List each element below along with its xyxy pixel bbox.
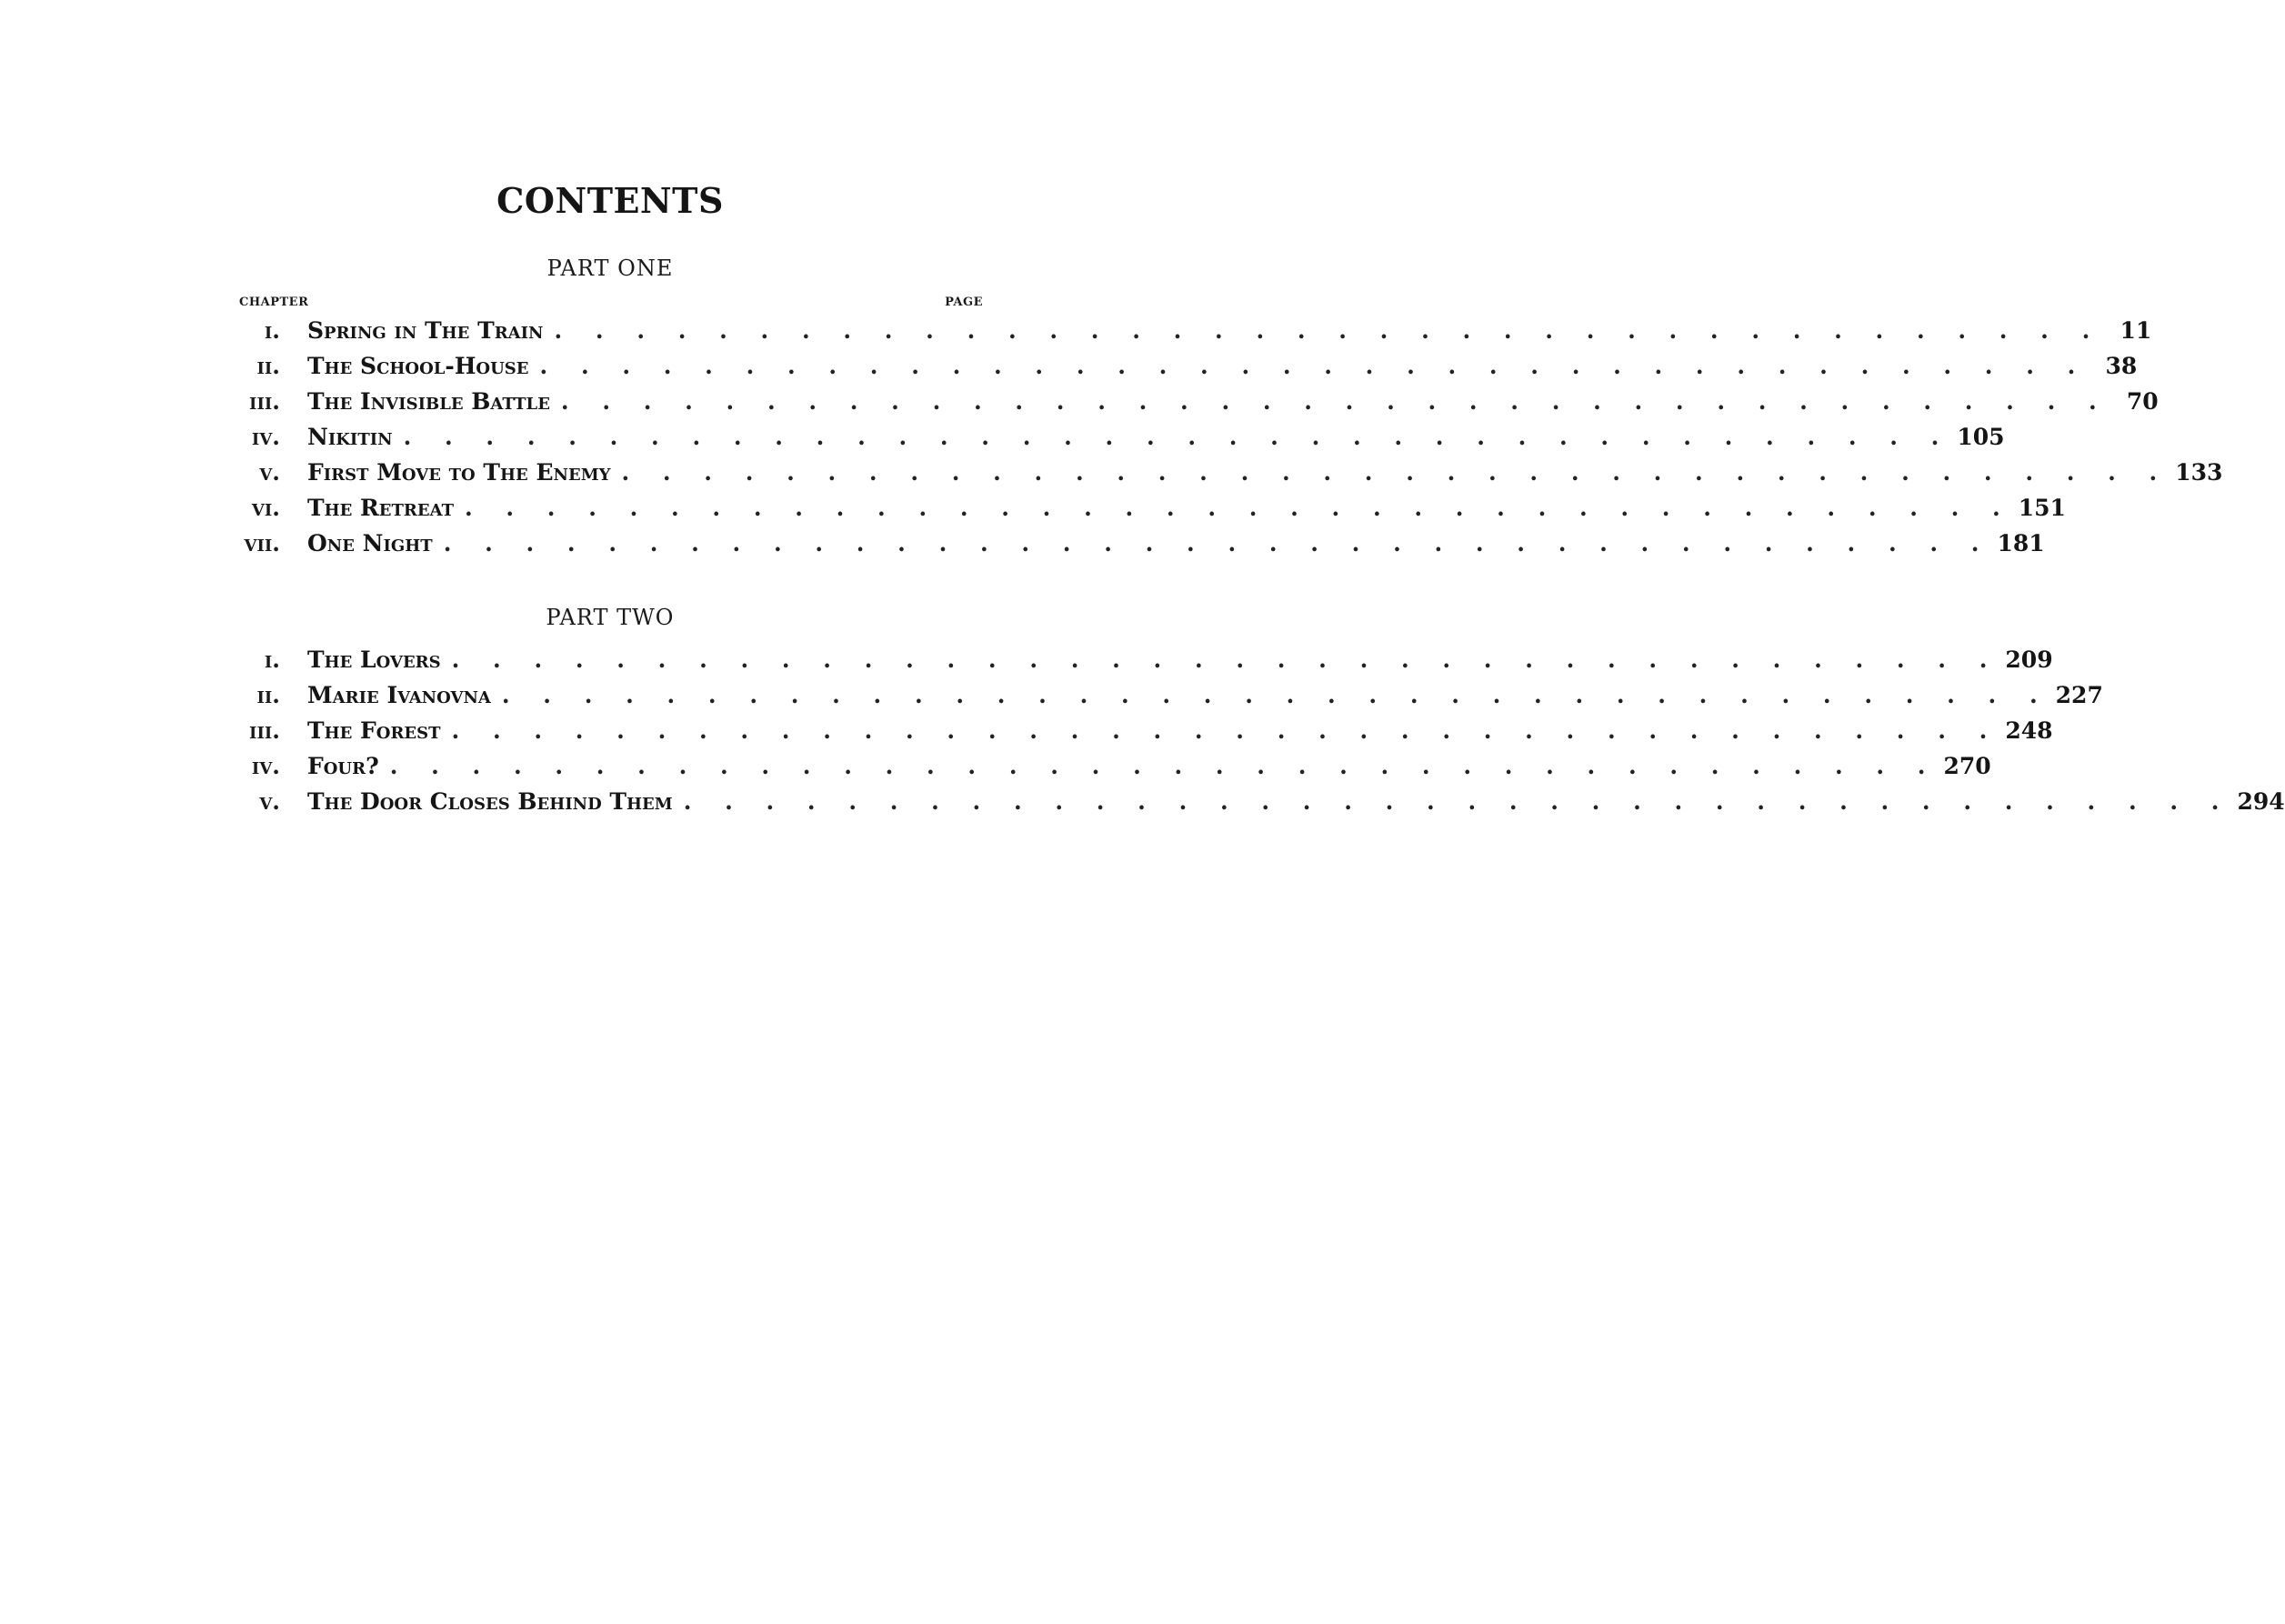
dot-leader: . . . . . . . . . . . . . . . . . . . . . . . . . . . . . . . . . . . . . . (443, 530, 1992, 556)
page-title: CONTENTS (496, 180, 724, 221)
chapter-numeral: iv. (251, 424, 280, 450)
toc-entry[interactable] (227, 495, 2066, 530)
chapter-numeral: iii. (249, 717, 280, 744)
chapter-numeral: i. (264, 317, 280, 344)
page-number: 11 (2120, 317, 2152, 344)
dot-leader: . . . . . . . . . . . . . . . . . . . . . . . . . . . . . . . . . . . . . . (451, 647, 2000, 673)
chapter-column-header: CHAPTER (239, 296, 309, 309)
dot-leader: . . . . . . . . . . . . . . . . . . . . . . . . . . . . . . . . . . . . . . (683, 788, 2232, 815)
dot-leader: . . . . . . . . . . . . . . . . . . . . . . . . . . . . . . . . . . . . . . (501, 682, 2050, 708)
part-two-chapter-list (227, 647, 2285, 824)
toc-entry[interactable] (227, 459, 2223, 495)
part-one-heading: PART ONE (546, 256, 674, 281)
toc-entry[interactable] (227, 317, 2152, 353)
chapter-title: Four? (307, 753, 379, 779)
dot-leader: . . . . . . . . . . . . . . . . . . . . . . . . . . . . . . . . . . . . . . (539, 353, 2089, 379)
page-number: 38 (2105, 353, 2138, 379)
part-one-chapter-list (227, 317, 2223, 566)
chapter-numeral: iv. (251, 753, 280, 779)
toc-entry[interactable] (227, 353, 2138, 388)
dot-leader: . . . . . . . . . . . . . . . . . . . . . . . . . . . . . . . . . . . . . . (464, 495, 2013, 521)
chapter-numeral: ii. (256, 682, 280, 708)
page-number: 181 (1997, 530, 2045, 556)
page-number: 227 (2055, 682, 2103, 708)
chapter-numeral: v. (259, 459, 280, 486)
page-number: 270 (1943, 753, 1991, 779)
toc-entry[interactable] (227, 753, 1991, 788)
chapter-title: Marie Ivanovna (307, 682, 491, 708)
chapter-numeral: ii. (256, 353, 280, 379)
chapter-numeral: iii. (249, 388, 280, 415)
page-number: 151 (2018, 495, 2066, 521)
toc-entry[interactable] (227, 388, 2159, 424)
dot-leader: . . . . . . . . . . . . . . . . . . . . . . . . . . . . . . . . . . . . . . (621, 459, 2170, 486)
dot-leader: . . . . . . . . . . . . . . . . . . . . . . . . . . . . . . . . . . . . . . (389, 753, 1939, 779)
dot-leader: . . . . . . . . . . . . . . . . . . . . . . . . . . . . . . . . . . . . . . (451, 717, 2000, 744)
chapter-numeral: vi. (251, 495, 280, 521)
page-number: 133 (2175, 459, 2223, 486)
chapter-title: First Move to The Enemy (307, 459, 611, 486)
chapter-title: The Lovers (307, 647, 441, 673)
chapter-title: Spring in The Train (307, 317, 544, 344)
page-number: 294 (2237, 788, 2285, 815)
chapter-title: The Invisible Battle (307, 388, 550, 415)
toc-entry[interactable] (227, 424, 2005, 459)
page-number: 105 (1957, 424, 2005, 450)
chapter-title: One Night (307, 530, 433, 556)
chapter-numeral: i. (264, 647, 280, 673)
toc-entry[interactable] (227, 717, 2053, 753)
page-column-header: PAGE (945, 296, 983, 309)
dot-leader: . . . . . . . . . . . . . . . . . . . . . . . . . . . . . . . . . . . . . . (560, 388, 2110, 415)
toc-entry[interactable] (227, 682, 2103, 717)
toc-entry[interactable] (227, 788, 2285, 824)
chapter-numeral: vii. (244, 530, 280, 556)
toc-entry[interactable] (227, 530, 2045, 566)
dot-leader: . . . . . . . . . . . . . . . . . . . . . . . . . . . . . . . . . . . . . . (403, 424, 1952, 450)
dot-leader: . . . . . . . . . . . . . . . . . . . . . . . . . . . . . . . . . . . . . . (554, 317, 2103, 344)
chapter-title: The Retreat (307, 495, 454, 521)
chapter-title: The Door Closes Behind Them (307, 788, 673, 815)
chapter-title: Nikitin (307, 424, 393, 450)
chapter-title: The School-House (307, 353, 529, 379)
chapter-numeral: v. (259, 788, 280, 815)
part-two-heading: PART TWO (546, 605, 675, 630)
toc-entry[interactable] (227, 647, 2053, 682)
page-number: 70 (2126, 388, 2159, 415)
chapter-title: The Forest (307, 717, 441, 744)
page-number: 248 (2005, 717, 2053, 744)
page-number: 209 (2005, 647, 2053, 673)
